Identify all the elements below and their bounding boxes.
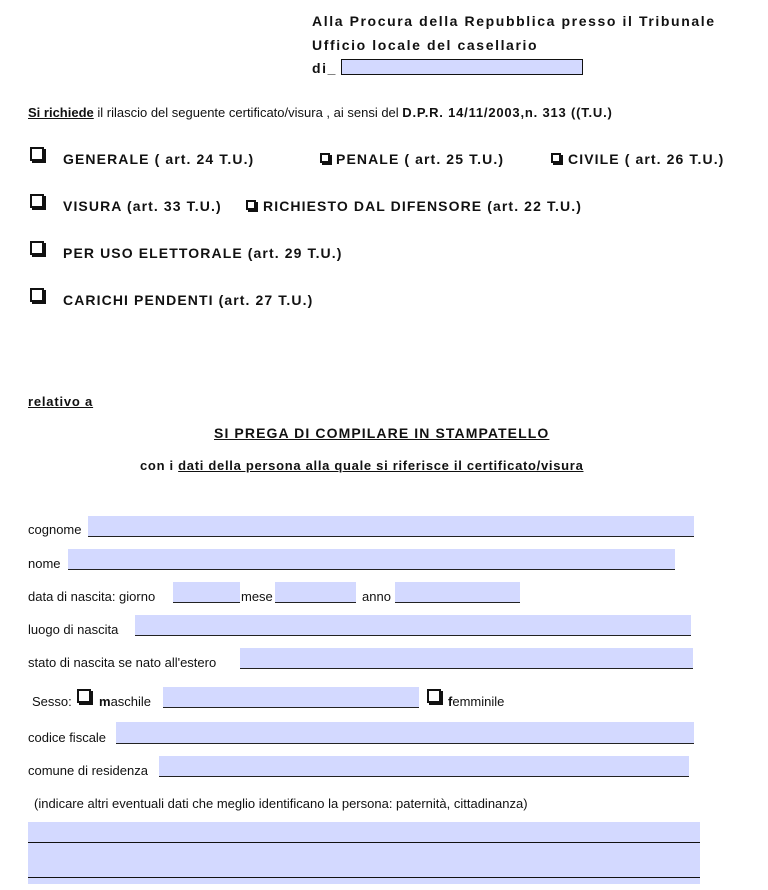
birth-country-field[interactable]: [240, 648, 693, 669]
birth-month-label: mese: [241, 589, 273, 604]
civile-label: CIVILE ( art. 26 T.U.): [568, 151, 725, 167]
request-line: [28, 105, 613, 120]
carichi-pendenti-label: CARICHI PENDENTI (art. 27 T.U.): [63, 292, 314, 308]
civile-checkbox[interactable]: [551, 153, 561, 163]
subinstruction: [140, 458, 584, 473]
tax-code-label: codice fiscale: [28, 730, 107, 745]
generale-label: GENERALE ( art. 24 T.U.): [63, 151, 255, 167]
birth-year-label: anno: [362, 589, 391, 604]
male-label: maschile: [99, 694, 152, 709]
birth-country-label: stato di nascita se nato all'estero: [28, 655, 217, 670]
addressee-line-2: Ufficio locale del casellario: [312, 37, 539, 53]
cognome-field[interactable]: [88, 516, 694, 537]
female-label: femminile: [448, 694, 505, 709]
richiesto-difensore-checkbox[interactable]: [246, 200, 256, 210]
residence-label: comune di residenza: [28, 763, 148, 778]
generale-checkbox[interactable]: [30, 147, 44, 161]
instruction-heading: SI PREGA DI COMPILARE IN STAMPATELLO: [214, 425, 550, 441]
addressee-line-1: Alla Procura della Repubblica presso il Tribunale: [312, 13, 716, 29]
request-verb: Si richiede: [28, 105, 94, 120]
birth-place-label: luogo di nascita: [28, 622, 119, 637]
male-checkbox[interactable]: [77, 689, 91, 703]
uso-elettorale-checkbox[interactable]: [30, 241, 44, 255]
additional-info-line-2: [28, 877, 700, 878]
birth-place-field[interactable]: [135, 615, 691, 636]
additional-info-line-1: [28, 842, 700, 843]
female-checkbox[interactable]: [427, 689, 441, 703]
birth-day-field[interactable]: [173, 582, 240, 603]
additional-info-label: (indicare altri eventuali dati che meglio identificano la persona: paternità, cittadinanza): [34, 796, 528, 811]
birth-day-label: data di nascita: giorno: [28, 589, 156, 604]
tribunale-location-field[interactable]: [341, 59, 583, 75]
sex-label: Sesso:: [32, 694, 72, 709]
relativo-label: relativo a: [28, 394, 94, 409]
subinstruction-text: dati della persona alla quale si riferisce il certificato/visura: [178, 458, 584, 473]
visura-checkbox[interactable]: [30, 194, 44, 208]
tax-code-field[interactable]: [116, 722, 694, 744]
birth-month-field[interactable]: [275, 582, 356, 603]
visura-label: VISURA (art. 33 T.U.): [63, 198, 222, 214]
subinstruction-prefix: con i: [140, 458, 179, 473]
residence-field[interactable]: [159, 756, 689, 777]
nome-field[interactable]: [68, 549, 675, 570]
richiesto-difensore-label: RICHIESTO DAL DIFENSORE (art. 22 T.U.): [263, 198, 582, 214]
cognome-label: cognome: [28, 522, 82, 537]
nome-label: nome: [28, 556, 61, 571]
request-text: il rilascio del seguente certificato/visura , ai sensi del: [93, 105, 403, 120]
uso-elettorale-label: PER USO ELETTORALE (art. 29 T.U.): [63, 245, 343, 261]
birth-year-field[interactable]: [395, 582, 520, 603]
carichi-pendenti-checkbox[interactable]: [30, 288, 44, 302]
sex-field[interactable]: [163, 687, 419, 708]
addressee-line-3: di_: [312, 60, 338, 76]
penale-checkbox[interactable]: [320, 153, 330, 163]
penale-label: PENALE ( art. 25 T.U.): [336, 151, 505, 167]
request-law-ref: D.P.R. 14/11/2003,n. 313 ((T.U.): [402, 105, 613, 120]
additional-info-field[interactable]: [28, 822, 700, 884]
